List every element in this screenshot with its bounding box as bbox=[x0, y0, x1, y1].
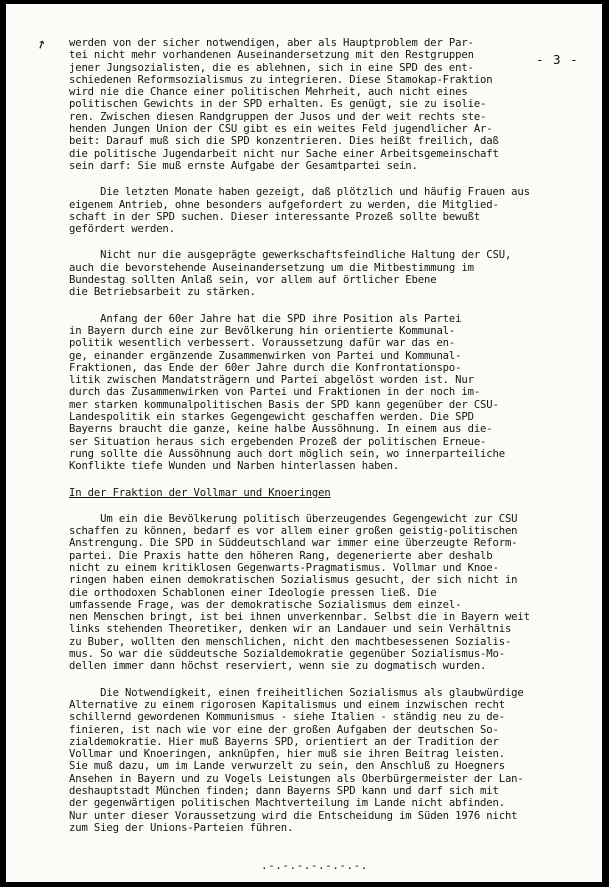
text-line: links stehenden Theoretiker, denken wir an Landauer und sein Verhältnis bbox=[69, 623, 512, 636]
text-line: litik zwischen Mandatsträgern und Partei abgelöst worden ist. Nur bbox=[69, 374, 474, 387]
pen-mark-icon: ↗ bbox=[32, 32, 49, 54]
text-line: ringen haben einen demokratischen Sozialismus gesucht, der sich nicht in bbox=[69, 574, 518, 587]
text-line: mer starken kommunalpolitischen Basis der SPD kann gegenüber der CSU- bbox=[69, 398, 499, 411]
text-line: partei. Die Praxis hatte den höheren Rang, degenerierte aber deshalb bbox=[69, 549, 493, 562]
text-line: Anfang der 60er Jahre hat die SPD ihre Position als Partei bbox=[69, 312, 462, 325]
text-line: jener Jungsozialisten, die es ablehnen, sich in eine SPD des ent- bbox=[69, 61, 474, 74]
text-line: Die letzten Monate haben gezeigt, daß plötzlich und häufig Frauen aus bbox=[69, 186, 530, 199]
document-page bbox=[6, 4, 602, 882]
text-line: Alternative zu einem rigorosen Kapitalismus und einem inzwischen recht bbox=[69, 698, 505, 711]
text-line: Landespolitik ein starkes Gegengewicht geschaffen werden. Die SPD bbox=[69, 411, 474, 424]
text-line: ser Situation heraus sich ergebenden Prozeß der politischen Erneue- bbox=[69, 435, 487, 448]
text-line: Nicht nur die ausgeprägte gewerkschaftsfeindliche Haltung der CSU, bbox=[69, 249, 512, 262]
paragraph bbox=[69, 37, 561, 172]
text-line: die orthodoxen Schablonen einer Ideologie pressen ließ. Die bbox=[69, 586, 437, 599]
text-line: nicht zu einem kritiklosen Gegenwarts-Pragmatismus. Vollmar und Knoe- bbox=[69, 561, 499, 574]
text-line: Die Notwendigkeit, einen freiheitlichen Sozialismus als glaubwürdige bbox=[69, 686, 524, 699]
section-heading: In der Fraktion der Vollmar und Knoeringen bbox=[69, 486, 331, 499]
text-line: wird nie die Chance einer politischen Mehrheit, auch nicht eines bbox=[69, 86, 468, 99]
text-line: mus. So war die süddeutsche Sozialdemokratie gegenüber Sozialismus-Mo- bbox=[69, 648, 505, 661]
text-line: finieren, ist nach wie vor eine der großen Aufgaben der deutschen So- bbox=[69, 723, 499, 736]
text-line: Anstrengung. Die SPD in Süddeutschland war immer eine überzeugte Reform- bbox=[69, 537, 518, 550]
text-line: sein darf: Sie muß ernste Aufgabe der Gesamtpartei sein. bbox=[69, 159, 418, 172]
text-line: die Betriebsarbeit zu stärken. bbox=[69, 286, 256, 299]
text-line: politik wesentlich verbessert. Voraussetzung dafür war das en- bbox=[69, 337, 456, 350]
text-line: politischen Gewichts in der SPD erhalten. Es genügt, sie zu isolie- bbox=[69, 98, 487, 111]
text-line: zialdemokratie. Hier muß Bayerns SPD, orientiert an der Tradition der bbox=[69, 735, 499, 748]
text-line: werden von der sicher notwendigen, aber als Hauptproblem der Par- bbox=[69, 37, 474, 49]
text-line: ge, einander ergänzende Zusammenwirken von Partei und Kommunal- bbox=[69, 349, 462, 362]
text-line: rung sollte die Aussöhnung auch dort möglich sein, wo innerparteiliche bbox=[69, 447, 505, 460]
text-line: durch das Zusammenwirken von Partei und Fraktionen in der noch im- bbox=[69, 386, 481, 399]
paragraph bbox=[69, 249, 561, 298]
paragraph bbox=[69, 513, 561, 673]
document-body bbox=[69, 37, 561, 848]
text-line: schillernd gewordenen Kommunismus - siehe Italien - ständig neu zu de- bbox=[69, 711, 505, 724]
text-line: beit: Darauf muß sich die SPD konzentrieren. Dies heißt freilich, daß bbox=[69, 135, 499, 148]
paragraph bbox=[69, 687, 561, 835]
text-line: schiedenen Reformsozialismus zu integrieren. Diese Stamokap-Fraktion bbox=[69, 73, 493, 86]
text-line: dellen immer dann höchst reserviert, wenn sie zu dogmatisch wurden. bbox=[69, 660, 487, 673]
text-line: Bayerns braucht die ganze, keine halbe Aussöhnung. In einem aus die- bbox=[69, 423, 493, 436]
page-number: - 3 - bbox=[536, 52, 579, 67]
text-line: Sie muß dazu, um im Lande verwurzelt zu sein, den Anschluß zu Hoegners bbox=[69, 760, 505, 773]
text-line: nen Menschen bringt, ist bei ihnen unverkennbar. Selbst die in Bayern weit bbox=[69, 611, 530, 624]
text-line: auch die bevorstehende Auseinandersetzung um die Mitbestimmung im bbox=[69, 261, 474, 274]
paragraph bbox=[69, 186, 561, 235]
text-line: zu Buber, wollten den menschlichen, nicht den machtbesessenen Sozialis- bbox=[69, 635, 512, 648]
text-line: zum Sieg der Unions-Parteien führen. bbox=[69, 821, 294, 834]
text-line: der gegenwärtigen politischen Machtverteilung im Lande nicht abfinden. bbox=[69, 797, 505, 810]
text-line: schaffen zu können, bedarf es vor allem einer großen geistig-politischen bbox=[69, 525, 518, 538]
text-line: Konflikte tiefe Wunden und Narben hinterlassen haben. bbox=[69, 460, 400, 473]
text-line: Um ein die Bevölkerung politisch überzeugendes Gegengewicht zur CSU bbox=[69, 512, 518, 525]
paragraph bbox=[69, 313, 561, 473]
text-line: eigenem Antrieb, ohne besonders aufgefordert zu werden, die Mitglied- bbox=[69, 198, 499, 211]
text-line: in Bayern durch eine zur Bevölkerung hin orientierte Kommunal- bbox=[69, 324, 456, 337]
text-line: deshauptstadt München finden; dann Bayerns SPD kann und darf sich mit bbox=[69, 785, 499, 798]
footer-separator: .-.-.-.-.-.-.-. bbox=[261, 859, 368, 872]
text-line: schaft in der SPD suchen. Dieser interessante Prozeß sollte bewußt bbox=[69, 210, 481, 223]
text-line: Fraktionen, das Ende der 60er Jahre durch die Konfrontationspo- bbox=[69, 361, 462, 374]
text-line: Vollmar und Knoeringen, anknüpfen, hier muß sie ihren Beitrag leisten. bbox=[69, 748, 505, 761]
text-line: ren. Zwischen diesen Randgruppen der Jusos und der weit rechts ste- bbox=[69, 110, 487, 123]
text-line: umfassende Frage, was der demokratische Sozialismus dem einzel- bbox=[69, 598, 462, 611]
text-line: tei nicht mehr vorhandenen Auseinandersetzung mit den Restgruppen bbox=[69, 49, 474, 62]
text-line: gefördert werden. bbox=[69, 223, 175, 236]
text-line: Bundestag sollten Anlaß sein, vor allem auf örtlicher Ebene bbox=[69, 274, 437, 287]
text-line: die politische Jugendarbeit nicht nur Sache einer Arbeitsgemeinschaft bbox=[69, 147, 499, 160]
text-line: Nur unter dieser Voraussetzung wird die Entscheidung im Süden 1976 nicht bbox=[69, 809, 518, 822]
text-line: Ansehen in Bayern und zu Vogels Leistungen als Oberbürgermeister der Lan- bbox=[69, 772, 524, 785]
text-line: henden Jungen Union der CSU gibt es ein weites Feld jugendlicher Ar- bbox=[69, 123, 493, 136]
